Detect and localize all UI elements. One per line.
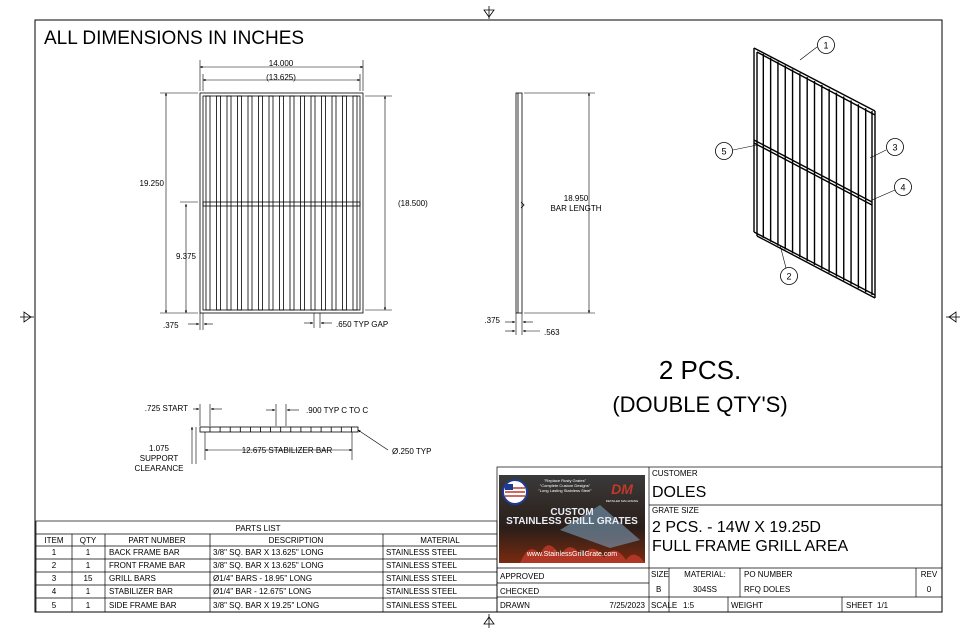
- grill-bar: [227, 96, 231, 310]
- support-clearance-line2: CLEARANCE: [134, 464, 184, 473]
- grill-bars-front: [206, 96, 357, 310]
- overall-height-label: 19.250: [139, 179, 164, 188]
- parts-row-4-item: 4: [51, 587, 57, 596]
- dimensions-note: ALL DIMENSIONS IN INCHES: [44, 28, 305, 49]
- grill-bar: [290, 96, 294, 310]
- checked-label: CHECKED: [500, 587, 540, 596]
- material-label: MATERIAL:: [684, 570, 726, 579]
- parts-row-5-qty: 1: [85, 601, 91, 610]
- parts-header-description: DESCRIPTION: [268, 536, 324, 545]
- logo-tagline-2: "Complete Custom Designs": [539, 483, 591, 488]
- scale-value: 1:5: [683, 601, 695, 610]
- parts-row-1-part: BACK FRAME BAR: [109, 548, 180, 557]
- inner-width-label: (13.625): [266, 73, 296, 82]
- support-clearance-line1: SUPPORT: [139, 454, 179, 463]
- weight-label: WEIGHT: [731, 601, 763, 610]
- rev-label: REV: [920, 570, 938, 579]
- parts-row-4-part: STABILIZER BAR: [109, 587, 173, 596]
- size-value: B: [656, 585, 662, 594]
- parts-header-part-number: PART NUMBER: [128, 536, 186, 545]
- sheet-value: 1/1: [877, 601, 889, 610]
- grill-bar: [332, 96, 336, 310]
- parts-row-2-material: STAINLESS STEEL: [386, 561, 457, 570]
- parts-row-4-desc: Ø1/4" BAR - 12.675" LONG: [213, 587, 312, 596]
- po-number-label: PO NUMBER: [744, 570, 793, 579]
- parts-row-3-item: 3: [51, 574, 57, 583]
- callout-3: 3: [892, 142, 898, 153]
- grill-bar: [280, 96, 284, 310]
- approved-label: APPROVED: [500, 572, 545, 581]
- grill-bar: [217, 96, 221, 310]
- customer-label: CUSTOMER: [652, 469, 698, 478]
- grill-bar: [322, 96, 326, 310]
- parts-row-5-material: STAINLESS STEEL: [386, 601, 457, 610]
- side-dimensions: [505, 93, 595, 335]
- parts-row-1-item: 1: [51, 548, 57, 557]
- grill-bar: [248, 96, 252, 310]
- parts-row-3-desc: Ø1/4" BARS - 18.95" LONG: [213, 574, 313, 583]
- grate-size-line-2: FULL FRAME GRILL AREA: [652, 538, 849, 555]
- parts-list-title: PARTS LIST: [235, 524, 281, 533]
- parts-row-3-material: STAINLESS STEEL: [386, 574, 457, 583]
- grill-bar: [311, 96, 315, 310]
- grate-size-line-1: 2 PCS. - 14W X 19.25D: [652, 519, 821, 536]
- stabilizer-start-label: .725 START: [144, 404, 188, 413]
- typical-gap-label: .650 TYP GAP: [336, 320, 389, 329]
- callout-4: 4: [900, 182, 906, 193]
- sheet-label: SHEET: [846, 601, 873, 610]
- callout-2: 2: [786, 271, 792, 282]
- parts-row-2-desc: 3/8" SQ. BAR X 13.625" LONG: [213, 561, 324, 570]
- stabilizer-spacing-label: .900 TYP C TO C: [306, 406, 369, 415]
- size-label: SIZE: [651, 570, 669, 579]
- grill-bar: [206, 96, 210, 310]
- parts-row-1-material: STAINLESS STEEL: [386, 548, 457, 557]
- logo-mark: DM: [611, 481, 633, 497]
- drawn-date: 7/25/2023: [609, 601, 645, 610]
- stabilizer-position-label: 9.375: [175, 252, 196, 261]
- stabilizer-bar-front: [203, 202, 360, 206]
- logo-mark-sub: DETAILED MACHINING: [605, 499, 639, 503]
- parts-header-item: ITEM: [44, 536, 64, 545]
- parts-row-4-material: STAINLESS STEEL: [386, 587, 457, 596]
- logo-tagline-3: "Long Lasting Stainless Steel": [538, 488, 592, 493]
- front-view: [200, 93, 363, 313]
- logo-tagline-1: "Replace Rusty Grates": [544, 478, 586, 483]
- quantity-note: 2 PCS.: [658, 355, 742, 385]
- stabilizer-detail: [200, 427, 358, 432]
- bar-length-label: BAR LENGTH: [550, 204, 602, 213]
- callout-5: 5: [721, 146, 727, 157]
- side-thickness-label: .375: [484, 316, 500, 325]
- parts-row-2-item: 2: [51, 561, 57, 570]
- parts-row-5-item: 5: [51, 601, 57, 610]
- parts-row-4-qty: 1: [85, 587, 91, 596]
- inner-height-label: (18.500): [398, 199, 428, 208]
- company-logo: [499, 475, 645, 563]
- logo-name-2: STAINLESS GRILL GRATES: [506, 516, 638, 527]
- customer-value: DOLES: [652, 484, 707, 501]
- grill-bar: [343, 96, 347, 310]
- parts-row-3-qty: 15: [83, 574, 93, 583]
- parts-row-2-qty: 1: [85, 561, 91, 570]
- side-depth-label: .563: [544, 328, 560, 337]
- bar-diameter-label: Ø.250 TYP: [392, 447, 432, 456]
- grill-bar: [353, 96, 357, 310]
- parts-row-1-desc: 3/8" SQ. BAR X 13.625" LONG: [213, 548, 324, 557]
- grill-bar: [269, 96, 273, 310]
- parts-list: [36, 521, 497, 612]
- parts-row-5-desc: 3/8" SQ. BAR X 19.25" LONG: [213, 601, 320, 610]
- stabilizer-bar-label: 12.675 STABILIZER BAR: [241, 446, 333, 455]
- support-clearance-value: 1.075: [148, 444, 170, 453]
- parts-row-1-qty: 1: [85, 548, 91, 557]
- rev-value: 0: [926, 585, 932, 594]
- parts-row-5-part: SIDE FRAME BAR: [109, 601, 177, 610]
- isometric-view: [754, 48, 875, 298]
- title-block: [497, 467, 942, 612]
- overall-width-label: 14.000: [268, 59, 294, 68]
- bar-size-label: .375: [163, 321, 179, 330]
- parts-header-material: MATERIAL: [420, 536, 460, 545]
- parts-header-qty: QTY: [79, 536, 97, 545]
- quantity-note-double: (DOUBLE QTY'S): [612, 392, 788, 417]
- grill-bar: [259, 96, 263, 310]
- po-number-value: RFQ DOLES: [744, 585, 791, 594]
- parts-row-3-part: GRILL BARS: [109, 574, 156, 583]
- parts-row-2-part: FRONT FRAME BAR: [109, 561, 186, 570]
- bar-length-value: 18.950: [563, 194, 589, 203]
- material-value: 304SS: [692, 585, 718, 594]
- grill-bar: [301, 96, 305, 310]
- logo-url: www.StainlessGrillGrate.com: [526, 551, 618, 558]
- callout-1: 1: [823, 40, 829, 51]
- callout-balloons: [716, 37, 912, 285]
- grill-bar: [238, 96, 242, 310]
- scale-label: SCALE: [651, 601, 678, 610]
- drawn-label: DRAWN: [500, 601, 530, 610]
- grate-size-label: GRATE SIZE: [652, 506, 699, 515]
- logo-name-1: CUSTOM: [550, 507, 594, 518]
- side-view: [516, 93, 524, 313]
